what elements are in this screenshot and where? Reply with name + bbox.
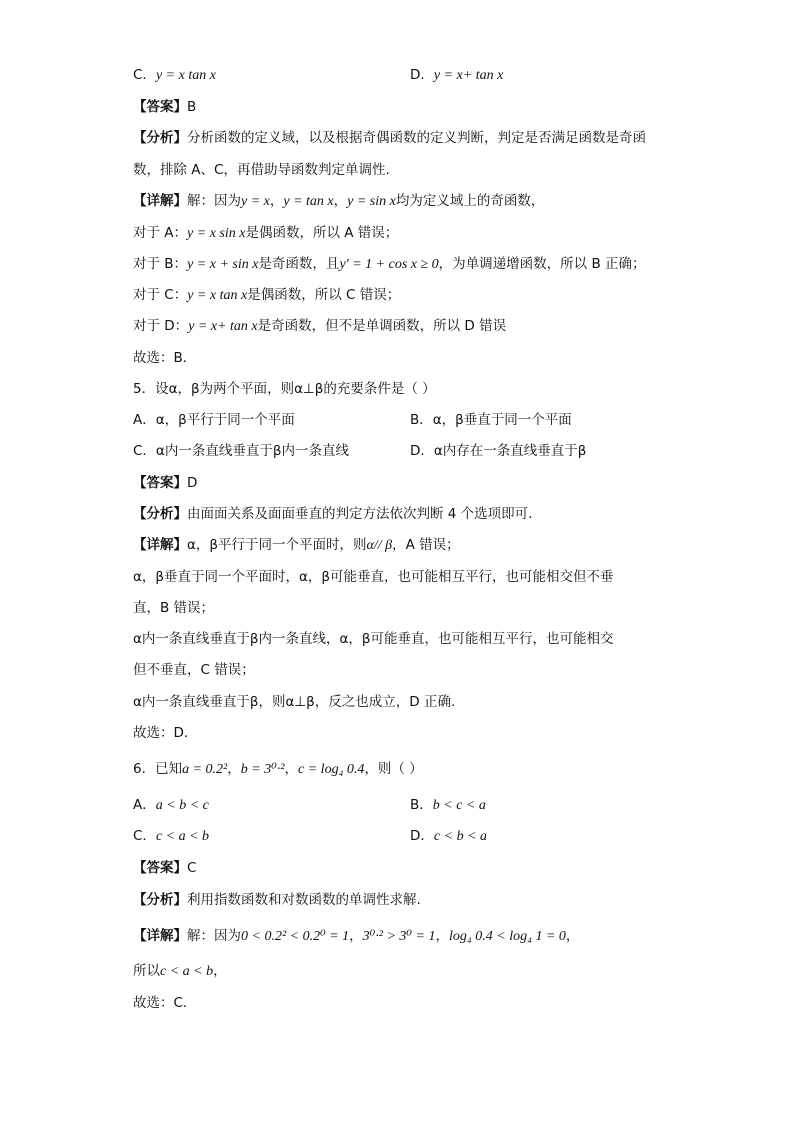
answer-tag: 【答案】 [133, 860, 187, 876]
option-label: B． [410, 797, 433, 813]
detail-text: 对于 A： [133, 225, 188, 241]
option-math: a < b < c [155, 798, 209, 813]
q6-option-a [133, 796, 209, 815]
q4-analysis-line-1 [133, 129, 646, 147]
option-math: y = x tan x [155, 68, 216, 83]
detail-text: 直，B 错误； [133, 600, 215, 616]
result-text: 故选：B． [133, 350, 197, 366]
analysis-text: 分析函数的定义域，以及根据奇偶函数的定义判断，判定是否满足函数是奇函 [187, 130, 646, 146]
question-stem: ，则（ ） [364, 761, 423, 777]
q5-analysis [133, 505, 532, 523]
q4-option-d [410, 66, 503, 85]
detail-text: 是偶函数，所以 C 错误； [247, 287, 401, 303]
option-text: A．α，β平行于同一个平面 [133, 412, 295, 428]
analysis-text: 数，排除 A、C，再借助导函数判定单调性. [133, 162, 390, 178]
detail-text: 对于 C： [133, 287, 188, 303]
math-expr: log₄ 0.4 < log₄ 1 = 0 [448, 929, 566, 944]
q6-option-b [410, 796, 486, 815]
option-label: D． [410, 828, 434, 844]
detail-text: 是偶函数，所以 A 错误； [245, 225, 399, 241]
q5-detail-line-4 [133, 630, 614, 648]
q5-detail-line-1 [133, 536, 460, 555]
detail-text: 是奇函数，且 [258, 256, 340, 272]
q6-answer [133, 859, 196, 877]
q5-detail-line-2 [133, 568, 614, 586]
detail-text: ，A 错误； [392, 537, 460, 553]
option-text: C．α内一条直线垂直于β内一条直线 [133, 443, 349, 459]
option-math: b < c < a [432, 798, 486, 813]
separator: ， [284, 761, 299, 777]
option-text: B．α，β垂直于同一个平面 [410, 412, 572, 428]
math-expr: y = x tan x [187, 288, 248, 303]
math-expr: y = x sin x [187, 226, 246, 241]
q4-result [133, 349, 196, 367]
math-expr: a = 0.2² [182, 762, 228, 777]
q4-detail-line-b [133, 255, 646, 274]
detail-text: 解：因为 [187, 193, 241, 209]
answer-tag: 【答案】 [133, 99, 187, 115]
q5-stem [133, 380, 436, 398]
question-stem: 5．设α，β为两个平面，则α⊥β的充要条件是（ ） [133, 381, 436, 397]
q4-detail-line-d [133, 317, 506, 336]
q5-detail-line-5 [133, 661, 255, 679]
detail-text: ，为单调递增函数，所以 B 正确； [438, 256, 646, 272]
detail-text: α，β平行于同一个平面时，则 [187, 537, 367, 553]
q5-answer [133, 474, 197, 492]
q4-answer [133, 98, 196, 116]
option-math: c < b < a [433, 829, 488, 844]
option-text: D．α内存在一条直线垂直于β [410, 443, 587, 459]
detail-text: 均为定义域上的奇函数， [395, 193, 545, 209]
math-expr: y = x [241, 194, 270, 209]
q5-result [133, 724, 197, 742]
q5-option-a [133, 411, 295, 429]
math-expr: 0 < 0.2² < 0.2⁰ = 1 [241, 929, 350, 944]
q5-option-b [410, 411, 572, 429]
q4-detail-line-1 [133, 192, 544, 211]
math-expr: α// β [366, 538, 393, 553]
detail-text: 是奇函数，但不是单调函数，所以 D 错误 [257, 318, 507, 334]
analysis-tag: 【分析】 [133, 892, 187, 908]
option-label: D． [410, 67, 434, 83]
separator: ， [227, 761, 241, 777]
option-math: c < a < b [155, 829, 210, 844]
detail-tag: 【详解】 [133, 193, 187, 209]
detail-tag: 【详解】 [133, 928, 187, 944]
math-expr: y = sin x [347, 194, 396, 209]
q6-detail-line-1 [133, 927, 579, 946]
q5-detail-line-3 [133, 599, 214, 617]
q5-option-c [133, 442, 349, 460]
math-expr: y = tan x [283, 194, 334, 209]
detail-text: 解：因为 [187, 928, 241, 944]
math-expr: 3⁰·² > 3⁰ = 1 [362, 929, 436, 944]
q6-detail-line-2 [133, 962, 227, 981]
detail-text: 对于 B： [133, 256, 188, 272]
math-expr: y = x + sin x [187, 257, 259, 272]
separator: ， [565, 928, 580, 944]
q6-result [133, 994, 196, 1012]
separator: ， [269, 193, 284, 209]
separator: ， [435, 928, 449, 944]
detail-text: α内一条直线垂直于β，则α⊥β，反之也成立，D 正确. [133, 694, 456, 710]
answer-value: B [187, 99, 197, 115]
answer-value: C [187, 860, 197, 876]
math-expr: y′ = 1 + cos x ≥ 0 [339, 257, 439, 272]
option-label: A． [133, 797, 156, 813]
detail-tag: 【详解】 [133, 537, 187, 553]
math-expr: c < a < b [160, 964, 214, 979]
detail-text: α内一条直线垂直于β内一条直线，α，β可能垂直，也可能相互平行，也可能相交 [133, 631, 614, 647]
q4-detail-line-c [133, 286, 400, 305]
q6-stem [133, 760, 423, 779]
detail-text: 所以 [133, 963, 160, 979]
option-label: C． [133, 67, 156, 83]
q6-option-c [133, 827, 209, 846]
q4-analysis-line-2 [133, 161, 390, 179]
detail-text: 但不垂直，C 错误； [133, 662, 255, 678]
math-expr: b = 3⁰·² [240, 762, 285, 777]
q6-analysis [133, 891, 421, 909]
result-text: 故选：D． [133, 725, 198, 741]
math-expr: c = log₄ 0.4 [298, 762, 365, 777]
analysis-text: 由面面关系及面面垂直的判定方法依次判断 4 个选项即可. [187, 506, 533, 522]
q4-option-c [133, 66, 216, 85]
answer-value: D [187, 475, 198, 491]
analysis-tag: 【分析】 [133, 130, 187, 146]
analysis-text: 利用指数函数和对数函数的单调性求解. [187, 892, 421, 908]
q4-detail-line-a [133, 224, 398, 243]
option-label: C． [133, 828, 156, 844]
question-stem: 6．已知 [133, 761, 183, 777]
q5-option-d [410, 442, 586, 460]
result-text: 故选：C． [133, 995, 197, 1011]
analysis-tag: 【分析】 [133, 506, 187, 522]
q6-option-d [410, 827, 487, 846]
math-expr: y = x+ tan x [188, 319, 258, 334]
detail-text: α，β垂直于同一个平面时，α，β可能垂直，也可能相互平行，也可能相交但不垂 [133, 569, 614, 585]
answer-tag: 【答案】 [133, 475, 187, 491]
separator: ， [349, 928, 363, 944]
detail-text: 对于 D： [133, 318, 189, 334]
q5-detail-line-6 [133, 693, 455, 711]
separator: ， [213, 963, 227, 979]
option-math: y = x+ tan x [433, 68, 504, 83]
separator: ， [333, 193, 348, 209]
